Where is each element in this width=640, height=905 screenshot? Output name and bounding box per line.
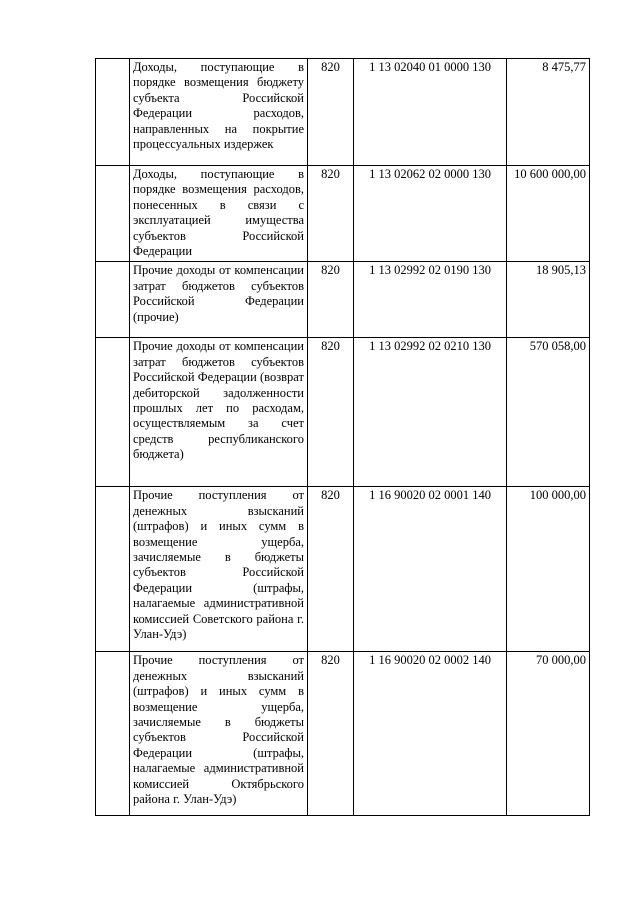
number-cell bbox=[96, 166, 130, 262]
revenue-name-cell: Доходы, поступающие в порядке возмещения бюджету субъекта Российской Федерации расходов, направленных на покрытие процессуальных издержек bbox=[130, 59, 308, 166]
revenue-name-cell: Прочие поступления от денежных взысканий (штрафов) и иных сумм в возмещение ущерба, зачисляемые в бюджеты субъектов Российской Федерации (штрафы, налагаемые административной комиссией Советского района г. Улан-Удэ) bbox=[130, 487, 308, 652]
budget-classification-code-cell: 1 16 90020 02 0001 140 bbox=[354, 487, 507, 652]
amount-cell: 8 475,77 bbox=[507, 59, 590, 166]
number-cell bbox=[96, 338, 130, 487]
revenue-name-cell: Прочие доходы от компенсации затрат бюджетов субъектов Российской Федерации (возврат дебиторской задолженности прошлых лет по расходам, осуществляемым за счет средств республиканского бюджета) bbox=[130, 338, 308, 487]
admin-code-cell: 820 bbox=[308, 487, 354, 652]
number-cell bbox=[96, 652, 130, 816]
table-row bbox=[96, 652, 590, 816]
revenue-name-cell: Доходы, поступающие в порядке возмещения расходов, понесенных в связи с эксплуатацией имущества субъектов Российской Федерации bbox=[130, 166, 308, 262]
number-cell bbox=[96, 487, 130, 652]
admin-code-cell: 820 bbox=[308, 166, 354, 262]
amount-cell: 70 000,00 bbox=[507, 652, 590, 816]
amount-cell: 100 000,00 bbox=[507, 487, 590, 652]
table-row bbox=[96, 166, 590, 262]
amount-cell: 18 905,13 bbox=[507, 262, 590, 338]
amount-cell: 570 058,00 bbox=[507, 338, 590, 487]
budget-classification-code-cell: 1 13 02992 02 0210 130 bbox=[354, 338, 507, 487]
revenue-name-cell: Прочие доходы от компенсации затрат бюджетов субъектов Российской Федерации (прочие) bbox=[130, 262, 308, 338]
budget-classification-code-cell: 1 13 02062 02 0000 130 bbox=[354, 166, 507, 262]
table-row bbox=[96, 338, 590, 487]
number-cell bbox=[96, 59, 130, 166]
admin-code-cell: 820 bbox=[308, 59, 354, 166]
revenue-name-cell: Прочие поступления от денежных взысканий (штрафов) и иных сумм в возмещение ущерба, зачисляемые в бюджеты субъектов Российской Федерации (штрафы, налагаемые административной комиссией Октябрьского района г. Улан-Удэ) bbox=[130, 652, 308, 816]
table-row bbox=[96, 59, 590, 166]
amount-cell: 10 600 000,00 bbox=[507, 166, 590, 262]
budget-classification-code-cell: 1 13 02992 02 0190 130 bbox=[354, 262, 507, 338]
budget-classification-code-cell: 1 16 90020 02 0002 140 bbox=[354, 652, 507, 816]
admin-code-cell: 820 bbox=[308, 262, 354, 338]
admin-code-cell: 820 bbox=[308, 652, 354, 816]
number-cell bbox=[96, 262, 130, 338]
budget-classification-code-cell: 1 13 02040 01 0000 130 bbox=[354, 59, 507, 166]
admin-code-cell: 820 bbox=[308, 338, 354, 487]
revenue-table bbox=[95, 58, 590, 816]
table-row bbox=[96, 262, 590, 338]
table-row bbox=[96, 487, 590, 652]
